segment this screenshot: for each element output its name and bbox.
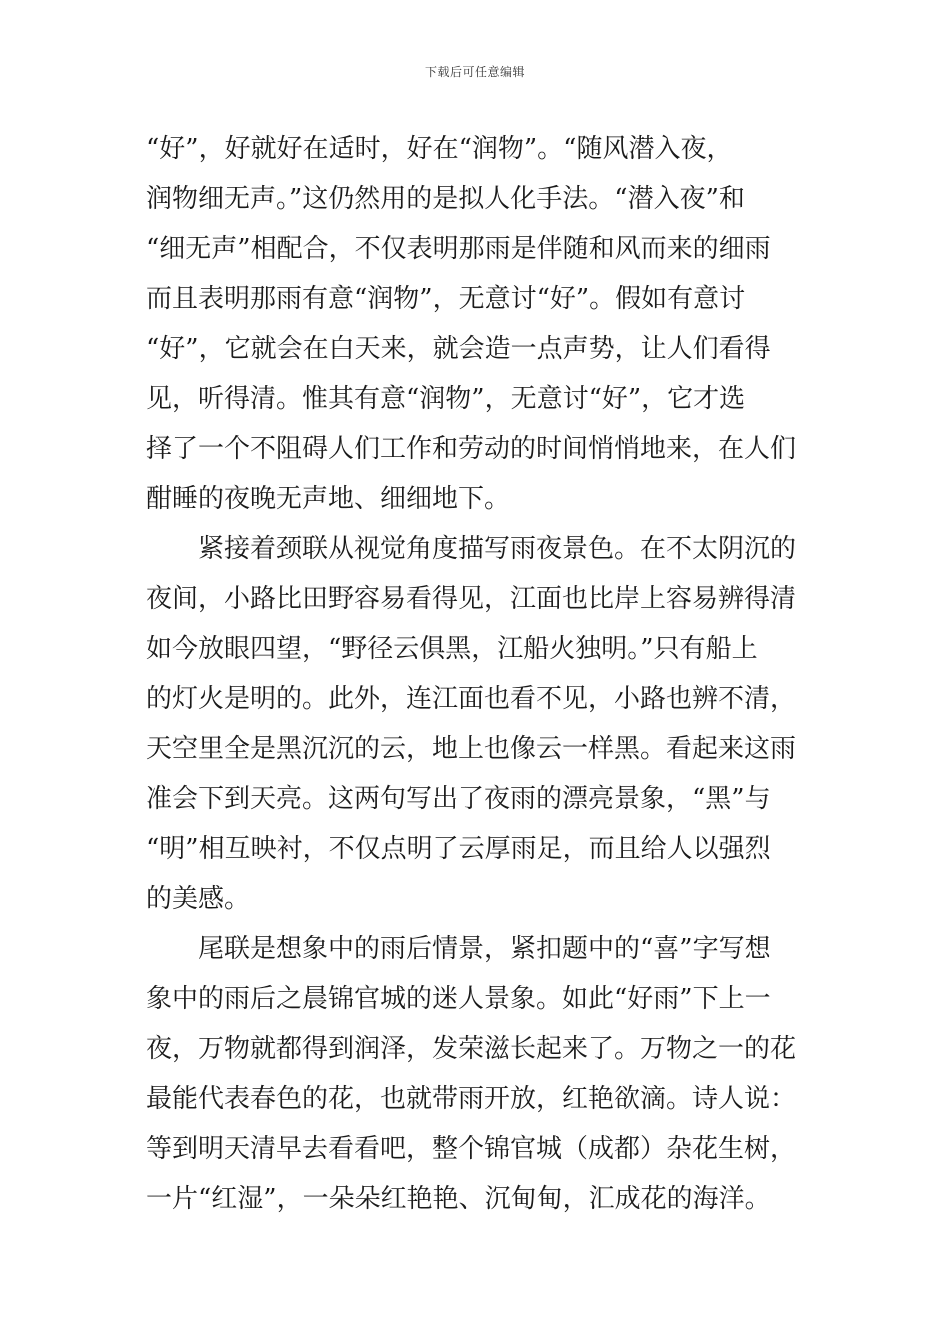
text-line: “细无声”相配合，不仅表明那雨是伴随和风而来的细雨	[146, 234, 771, 264]
text-line: 象中的雨后之晨锦官城的迷人景象。如此“好雨”下上一	[146, 984, 771, 1014]
paragraph	[146, 124, 808, 524]
text-line: 择了一个不阻碍人们工作和劳动的时间悄悄地来，在人们	[146, 434, 797, 464]
text-line: 准会下到天亮。这两句写出了夜雨的漂亮景象，“黑”与	[146, 784, 771, 814]
document-body	[146, 124, 808, 1224]
text-line: 紧接着颈联从视觉角度描写雨夜景色。在不太阴沉的	[198, 534, 797, 564]
text-line: “好”，好就好在适时，好在“润物”。“随风潜入夜，	[146, 134, 733, 164]
text-line: 尾联是想象中的雨后情景，紧扣题中的“喜”字写想	[198, 934, 771, 964]
text-line: 的美感。	[146, 884, 251, 914]
page-header-note: 下载后可任意编辑	[424, 65, 525, 79]
text-line: 最能代表春色的花，也就带雨开放，红艳欲滴。诗人说：	[146, 1084, 797, 1114]
text-line: 而且表明那雨有意“润物”，无意讨“好”。假如有意讨	[146, 284, 746, 314]
text-line: 夜间，小路比田野容易看得见，江面也比岸上容易辨得清	[146, 584, 797, 614]
text-line: 酣睡的夜晚无声地、细细地下。	[146, 484, 511, 514]
paragraph	[146, 524, 808, 924]
text-line: 天空里全是黑沉沉的云，地上也像云一样黑。看起来这雨	[146, 734, 797, 764]
text-line: “好”，它就会在白天来，就会造一点声势，让人们看得	[146, 334, 771, 364]
text-line: “明”相互映衬，不仅点明了云厚雨足，而且给人以强烈	[146, 834, 771, 864]
paragraph	[146, 924, 808, 1224]
text-line: 见，听得清。惟其有意“润物”，无意讨“好”，它才选	[146, 384, 746, 414]
text-line: 一片“红湿”，一朵朵红艳艳、沉甸甸，汇成花的海洋。	[146, 1184, 771, 1214]
text-line: 的灯火是明的。此外，连江面也看不见，小路也辨不清，	[146, 684, 797, 714]
text-line: 润物细无声。”这仍然用的是拟人化手法。“潜入夜”和	[146, 184, 745, 214]
text-line: 等到明天清早去看看吧，整个锦官城（成都）杂花生树，	[146, 1134, 797, 1164]
text-line: 夜，万物就都得到润泽，发荣滋长起来了。万物之一的花	[146, 1034, 797, 1064]
text-line: 如今放眼四望，“野径云俱黑，江船火独明。”只有船上	[146, 634, 758, 664]
